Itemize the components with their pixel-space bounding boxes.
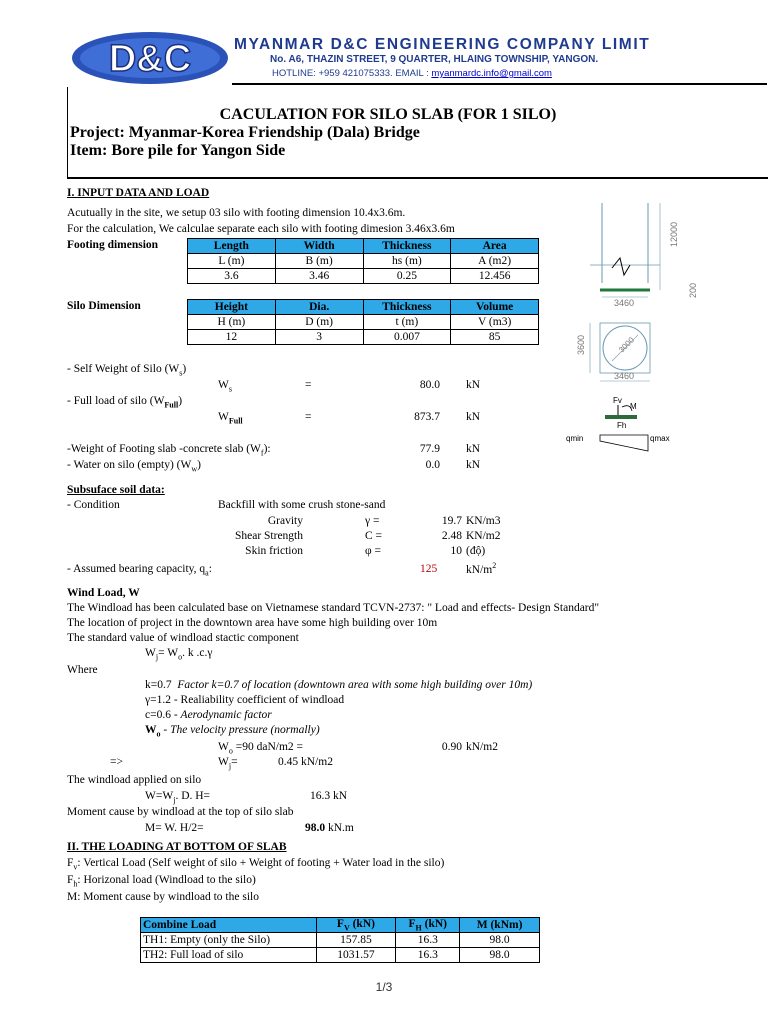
dim-label: 200 (688, 282, 698, 298)
wj-symbol: $W_j=$ (218, 756, 238, 771)
footing-header: Area (451, 239, 539, 254)
qmin-label: qmin (566, 434, 584, 443)
gravity-unit: KN/m3 (466, 515, 501, 527)
wj-value: 0.45 kN/m2 (278, 756, 333, 768)
fv-label: Fv (613, 396, 622, 405)
silo-table (187, 299, 539, 345)
gravity-label: Gravity (267, 515, 303, 527)
eq-sign: = (305, 411, 312, 423)
case-label: TH2: Full load of silo (141, 948, 317, 963)
silo-header: Volume (451, 300, 539, 315)
header-rule (232, 83, 767, 85)
wind-l1: The Windload has been calculated base on Vietnamese standard TCVN-2737: " Load and effects- Design Standard" (67, 602, 600, 614)
wo-eq: $W_o =90$ daN/m2 = (218, 741, 304, 756)
fh-desc: $F_h$: Horizonal load (Windload to the silo) (67, 874, 256, 889)
section1-p1: Acutually in the site, we setup 03 silo with footing dimension 10.4x3.6m. (67, 207, 406, 219)
footing-weight-value: 77.9 (419, 443, 440, 455)
dim-label: 3000 (617, 335, 636, 355)
skin-label: Skin friction (245, 545, 303, 557)
skin-symbol: φ = (365, 545, 381, 557)
unit-kn: kN (466, 459, 481, 471)
footing-label: Footing dimension (67, 239, 159, 251)
m-value: 98.0 kN.m (305, 822, 354, 834)
dim-label: 12000 (669, 221, 679, 247)
footing-unit: hs (m) (363, 254, 451, 269)
w-value: 16.3 kN (310, 790, 348, 802)
dim-label: 3460 (614, 298, 635, 308)
footing-value: 0.25 (363, 269, 451, 284)
footing-unit: B (m) (275, 254, 363, 269)
m-header: M (kNm) (460, 918, 540, 933)
silo-unit: D (m) (275, 315, 363, 330)
table-row (141, 948, 540, 963)
unit-kn: kN (466, 443, 481, 455)
wind-l3: The standard value of windload stactic component (67, 632, 299, 644)
fh-value: 16.3 (396, 933, 460, 948)
fv-header: $F_V$ (kN) (316, 918, 396, 933)
skin-value: 10 (450, 545, 462, 557)
full-load-label: - Full load of silo $(W_{Full})$ (67, 395, 183, 410)
item-line: Item: Bore pile for Yangon Side (70, 142, 286, 159)
m-formula: M= W. H/2= (145, 822, 204, 834)
silo-value: 3 (275, 330, 363, 345)
silo-unit: V (m3) (451, 315, 539, 330)
fh-header: $F_H$ (kN) (396, 918, 460, 933)
wo-value: 0.90 (441, 741, 462, 753)
c-line: c=0.6 - Aerodynamic factor (145, 709, 272, 721)
applied-text: The windload applied on silo (67, 774, 202, 786)
fh-label: Fh (617, 421, 627, 430)
table-row (141, 933, 540, 948)
footing-unit: L (m) (188, 254, 276, 269)
section1-p2: For the calculation, We calculae separate each silo with footing dimesion 3.46x3.6m (67, 223, 455, 235)
full-load-value: 873.7 (414, 411, 440, 423)
qmax-label: qmax (650, 434, 670, 443)
fv-value: 1031.57 (316, 948, 396, 963)
arrow: => (110, 756, 123, 768)
silo-header: Dia. (275, 300, 363, 315)
m-label: M (630, 402, 637, 411)
shear-symbol: C = (365, 530, 383, 542)
unit-kn: kN (466, 379, 481, 391)
unit-kn: kN (466, 411, 481, 423)
footing-header: Width (275, 239, 363, 254)
company-name: MYANMAR D&C ENGINEERING COMPANY LIMIT (234, 36, 651, 53)
water-label: - Water on silo (empty) $(W_w)$ (67, 459, 201, 474)
silo-header: Height (188, 300, 276, 315)
company-logo (70, 30, 230, 86)
silo-value: 12 (188, 330, 276, 345)
fv-value: 157.85 (316, 933, 396, 948)
silo-unit: H (m) (188, 315, 276, 330)
moment-text: Moment cause by windload at the top of silo slab (67, 806, 294, 818)
bearing-value: 125 (420, 563, 438, 575)
gamma-line: γ=1.2 - Realiability coefficient of windload (145, 694, 345, 706)
combine-load-table (140, 917, 540, 963)
m-value: 98.0 (460, 948, 540, 963)
footing-header: Thickness (363, 239, 451, 254)
water-value: 0.0 (425, 459, 440, 471)
email-link[interactable]: myanmardc.info@gmail.com (431, 68, 552, 79)
footing-weight-label: -Weight of Footing slab -concrete slab $(W_f)$: (67, 443, 271, 458)
footing-table (187, 238, 539, 284)
wo-unit: kN/m2 (466, 741, 498, 753)
gravity-value: 19.7 (441, 515, 462, 527)
full-load-symbol: $W_{Full}$ (218, 411, 243, 426)
bearing-label: - Assumed bearing capacity, $q_a$: (67, 563, 212, 578)
silo-label: Silo Dimension (67, 300, 141, 312)
dim-label: 3600 (576, 334, 586, 355)
where-label: Where (67, 664, 98, 676)
silo-diagram (560, 195, 710, 455)
wind-heading: Wind Load, W (67, 587, 140, 599)
footing-header: Length (188, 239, 276, 254)
silo-header: Thickness (363, 300, 451, 315)
skin-unit: (độ) (466, 545, 486, 557)
condition-label: - Condition (67, 499, 120, 511)
company-hotline (272, 68, 552, 79)
eq-sign: = (305, 379, 312, 391)
k-line: k=0.7 Factor k=0.7 of location (downtown area with some high building over 10m) (145, 679, 533, 691)
wo-line: $W_o$ - The velocity pressure (normally) (145, 724, 320, 739)
condition-value: Backfill with some crush stone-sand (218, 499, 386, 511)
gravity-symbol: γ = (365, 515, 380, 527)
m-desc: M: Moment cause by windload to the silo (67, 891, 259, 903)
self-weight-label: - Self Weight of Silo $(W_s)$ (67, 363, 187, 378)
page-number: 1/3 (375, 980, 393, 994)
dim-label: 3460 (614, 371, 635, 381)
footing-value: 3.6 (188, 269, 276, 284)
hotline-text: HOTLINE: +959 421075333. EMAIL : (272, 68, 429, 79)
soil-heading: Subsuface soil data: (67, 484, 165, 496)
footing-value: 3.46 (275, 269, 363, 284)
shear-label: Shear Strength (234, 530, 303, 542)
bearing-unit: $kN/m^2$ (466, 561, 497, 576)
fv-desc: $F_v$: Vertical Load (Self weight of silo + Weight of footing + Water load in the silo) (67, 857, 445, 872)
page-title: CACULATION FOR SILO SLAB (FOR 1 SILO) (219, 106, 557, 123)
section1-heading: I. INPUT DATA AND LOAD (67, 187, 210, 199)
silo-value: 0.007 (363, 330, 451, 345)
section2-heading: II. THE LOADING AT BOTTOM OF SLAB (67, 841, 287, 853)
wind-formula: $W_j= W_o$. k .c.γ (145, 647, 213, 662)
m-value: 98.0 (460, 933, 540, 948)
combine-header: Combine Load (141, 918, 317, 933)
footing-unit: A (m2) (451, 254, 539, 269)
logo-text: D&C (108, 38, 192, 80)
case-label: TH1: Empty (only the Silo) (141, 933, 317, 948)
w-formula: $W=W_j$. D. H= (145, 790, 211, 805)
footing-value: 12.456 (451, 269, 539, 284)
self-weight-value: 80.0 (419, 379, 440, 391)
project-line: Project: Myanmar-Korea Friendship (Dala) Bridge (70, 124, 420, 141)
title-box (67, 87, 768, 179)
shear-value: 2.48 (441, 530, 462, 542)
wind-l2: The location of project in the downtown area have some high building over 10m (67, 617, 438, 629)
shear-unit: KN/m2 (466, 530, 501, 542)
silo-unit: t (m) (363, 315, 451, 330)
self-weight-symbol: $W_s$ (218, 379, 232, 394)
silo-value: 85 (451, 330, 539, 345)
fh-value: 16.3 (396, 948, 460, 963)
company-address: No. A6, THAZIN STREET, 9 QUARTER, HLAING TOWNSHIP, YANGON. (270, 54, 599, 65)
